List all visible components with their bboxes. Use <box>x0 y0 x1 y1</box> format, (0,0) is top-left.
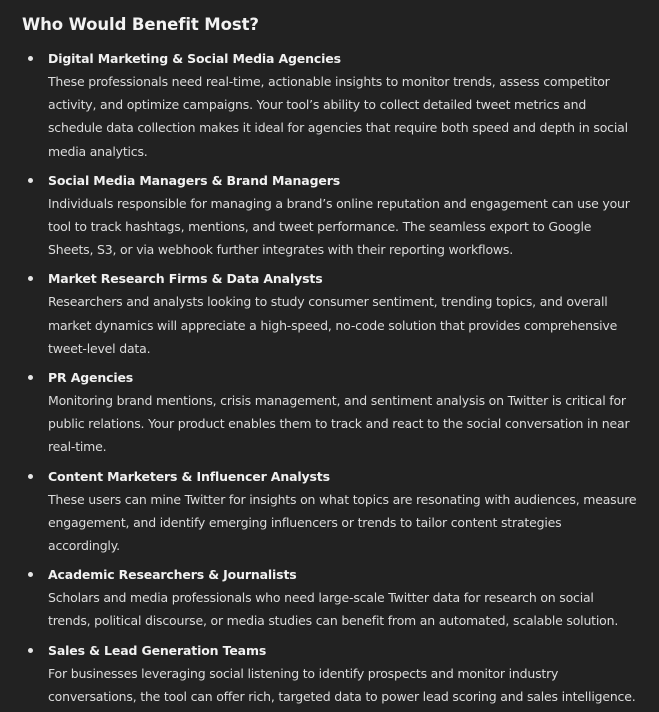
section-heading: Who Would Benefit Most? <box>22 15 259 34</box>
bullet-icon <box>28 276 33 281</box>
bullet-icon <box>28 178 33 183</box>
list-item <box>22 563 639 632</box>
list-item-title: Digital Marketing & Social Media Agencies <box>48 51 341 66</box>
list-item-title: PR Agencies <box>48 370 134 386</box>
list-item-title: Social Media Managers & Brand Managers <box>48 172 340 188</box>
bullet-icon <box>28 572 33 577</box>
beneficiary-list <box>22 47 639 708</box>
list-item-text: Researchers and analysts looking to study consumer sentiment, trending topics, and overall market dynamics will appreciate a high-speed, no-code solution that provides comprehensive tweet-level data. <box>48 294 618 356</box>
list-item-text: Monitoring brand mentions, crisis management, and sentiment analysis on Twitter is critical for public relations. Your product enables them to track and react to the social conversation in near real-time. <box>48 393 630 455</box>
list-item <box>22 366 639 459</box>
list-item <box>22 639 639 708</box>
list-item-text: Scholars and media professionals who need large-scale Twitter data for research on social trends, political discourse, or media studies can benefit from an automated, scalable solution. <box>48 590 619 629</box>
list-item-text: Individuals responsible for managing a brand’s online reputation and engagement can use your tool to track hashtags, mentions, and tweet performance. The seamless export to Google Sheets, S3, or via webhook further integrates with their reporting workflows. <box>48 195 630 258</box>
list-item <box>22 47 639 163</box>
bullet-icon <box>28 648 33 653</box>
list-item-text: These professionals need real-time, actionable insights to monitor trends, assess competitor activity, and optimize campaigns. Your tool’s ability to collect detailed tweet metrics and schedule data collection makes it ideal for agencies that require both speed and depth in social media analytics. <box>48 74 628 159</box>
list-item-title: Academic Researchers & Journalists <box>48 567 297 583</box>
list-item <box>22 465 639 558</box>
bullet-icon <box>28 56 33 61</box>
list-item-text: For businesses leveraging social listening to identify prospects and monitor industry conversations, the tool can offer rich, targeted data to power lead scoring and sales intelligence. <box>48 665 636 704</box>
list-item <box>22 169 639 262</box>
list-item-title: Sales & Lead Generation Teams <box>48 642 267 658</box>
list-item <box>22 267 639 360</box>
bullet-icon <box>28 375 33 380</box>
bullet-icon <box>28 474 33 479</box>
list-item-title: Content Marketers & Influencer Analysts <box>48 468 330 484</box>
list-item-text: These users can mine Twitter for insights on what topics are resonating with audiences, measure engagement, and identify emerging influencers or trends to tailor content strategies accordingly. <box>48 491 637 554</box>
list-item-title: Market Research Firms & Data Analysts <box>48 271 323 287</box>
